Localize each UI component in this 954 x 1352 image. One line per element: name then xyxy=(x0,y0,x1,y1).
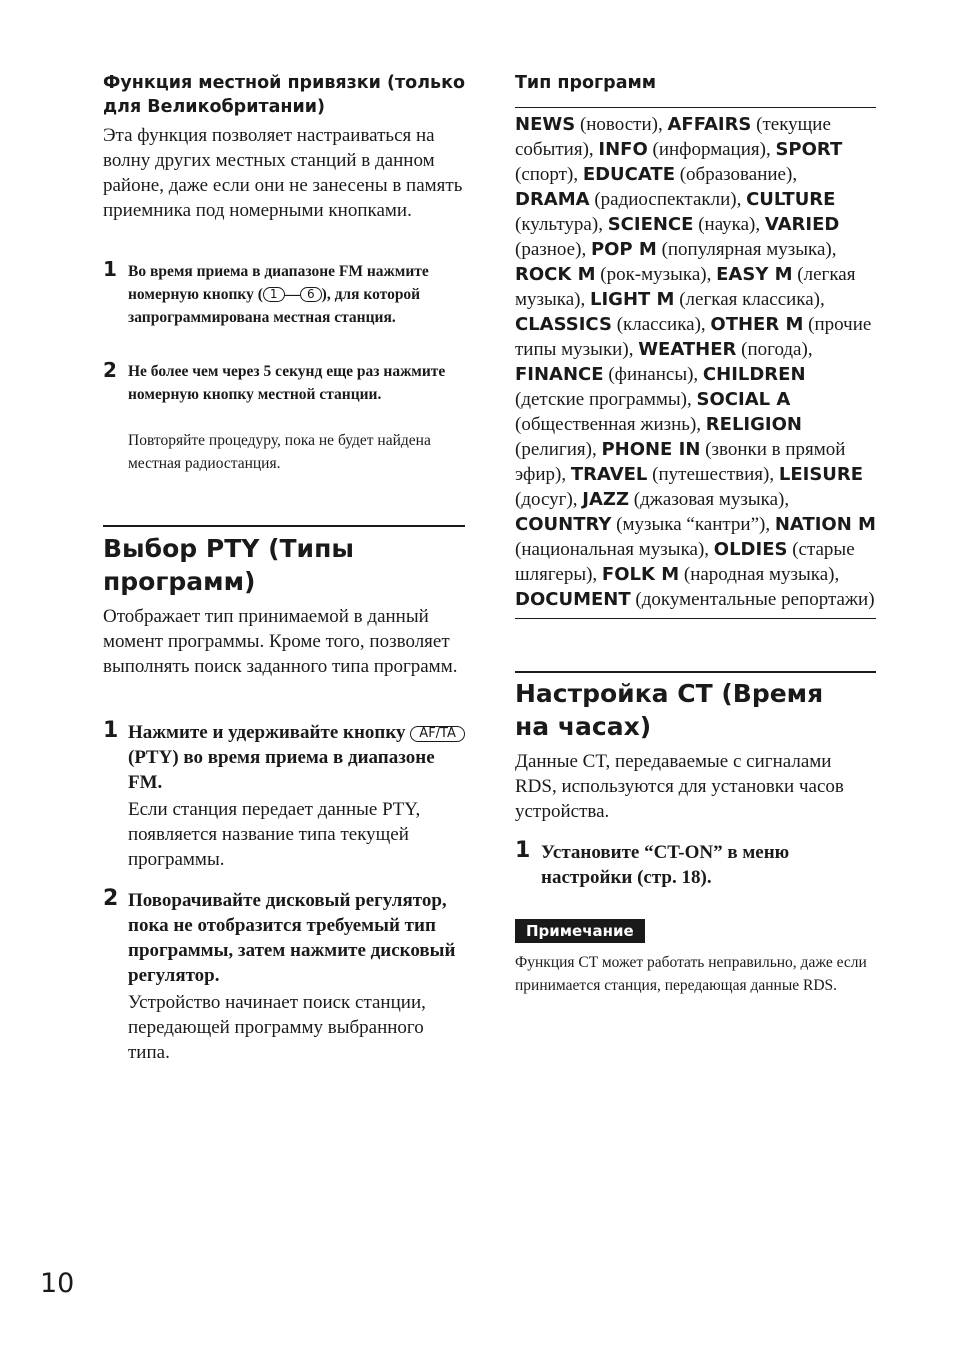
ct-heading: Настройка CT (Время на часах) xyxy=(515,679,824,741)
program-type-item xyxy=(582,489,784,510)
program-type-item xyxy=(515,114,658,135)
program-type-desc: (музыка “кантри”) xyxy=(616,514,766,535)
program-type-item xyxy=(602,564,835,585)
program-type-desc: (классика) xyxy=(616,314,701,335)
program-type-desc: (спорт) xyxy=(515,164,574,185)
pty-step-2-text: Поворачивайте дисковый регулятор, пока не отобразится требуемый тип программы, затем нажмите дисковый регулятор. xyxy=(128,890,456,986)
ct-step-1-text: Установите “CT-ON” в меню настройки (стр. 18). xyxy=(541,842,790,888)
note-label: Примечание xyxy=(515,919,645,943)
local-link-heading: Функция местной привязки (только для Великобритании) xyxy=(103,73,465,117)
local-step-1-text xyxy=(128,260,468,329)
program-type-code: SPORT xyxy=(775,139,843,160)
program-type-desc: (новости) xyxy=(579,114,658,135)
program-type-desc: (погода) xyxy=(741,339,808,360)
program-type-code: CULTURE xyxy=(746,189,836,210)
program-type-code: SCIENCE xyxy=(607,214,694,235)
program-type-desc: (звонки в прямой эфир) xyxy=(515,439,846,485)
program-type-desc: (наука) xyxy=(698,214,756,235)
pty-step-1-number: 1 xyxy=(103,718,119,743)
program-type-desc: (прочие типы музыки) xyxy=(515,314,872,360)
pty-intro: Отображает тип принимаемой в данный момент программы. Кроме того, позволяет выполнять поиск заданного типа программ. xyxy=(103,606,458,677)
local-step-1-text-b: ), для которой запрограммирована местная станция. xyxy=(128,286,421,326)
program-type-code: OLDIES xyxy=(713,539,788,560)
program-type-code: AFFAIRS xyxy=(667,114,752,135)
program-type-desc: (национальная музыка) xyxy=(515,539,705,560)
preset-1-button-icon: 1 xyxy=(263,287,285,302)
ct-intro: Данные CT, передаваемые с сигналами RDS, используются для установки часов устройства. xyxy=(515,751,844,822)
program-type-code: OTHER M xyxy=(710,314,804,335)
program-type-code: INFO xyxy=(598,139,648,160)
program-type-code: FOLK M xyxy=(601,564,680,585)
program-type-desc: (народная музыка) xyxy=(683,564,835,585)
program-type-desc: (информация) xyxy=(652,139,766,160)
program-type-item xyxy=(591,239,832,260)
pty-step-1-note: Если станция передает данные PTY, появляется название типа текущей программы. xyxy=(128,799,421,870)
pty-step-2-note: Устройство начинает поиск станции, передающей программу выбранного типа. xyxy=(128,992,426,1063)
program-type-code: NEWS xyxy=(515,114,576,135)
program-type-code: JAZZ xyxy=(582,489,630,510)
af-ta-button-icon: AF/TA xyxy=(410,726,465,742)
local-step-1-text-a: Во время приема в диапазоне FM нажмите номерную кнопку ( xyxy=(128,263,429,303)
program-type-code: CLASSICS xyxy=(515,314,612,335)
program-type-code: PHONE IN xyxy=(601,439,701,460)
ct-step-1-number: 1 xyxy=(515,838,531,863)
program-type-code: VARIED xyxy=(764,214,840,235)
program-type-desc: (культура) xyxy=(515,214,599,235)
pty-step-1-text xyxy=(128,720,468,795)
program-type-code: LIGHT M xyxy=(590,289,675,310)
program-type-desc: (джазовая музыка) xyxy=(633,489,785,510)
ct-divider xyxy=(515,671,876,673)
program-type-item xyxy=(571,464,770,485)
program-type-item xyxy=(515,314,701,335)
pty-step-1-text-a: Нажмите и удерживайте кнопку xyxy=(128,722,406,743)
program-type-code: SOCIAL A xyxy=(696,389,791,410)
program-type-item xyxy=(515,589,875,610)
program-type-item xyxy=(638,339,808,360)
program-type-code: COUNTRY xyxy=(515,514,612,535)
program-type-code: EDUCATE xyxy=(582,164,675,185)
program-types-bottom-rule xyxy=(515,618,876,619)
preset-6-button-icon: 6 xyxy=(300,287,322,302)
program-type-desc: (документальные репортажи) xyxy=(635,589,875,610)
local-step-1-number: 1 xyxy=(103,257,117,281)
program-type-item xyxy=(583,164,793,185)
program-type-code: FINANCE xyxy=(515,364,604,385)
program-type-code: ROCK M xyxy=(515,264,596,285)
program-types-list: NEWS (новости), AFFAIRS (текущие события), INFO (информация), SPORT (спорт), EDUCATE (образование), DRAMA (радиоспектакли), CULTURE (культура), SCIENCE (наука), VARIED (разное), POP M (популярная музыка), ROCK M (рок-музыка), EASY M (легкая музыка), LIGHT M (легкая классика), CLASSICS (классика), OTHER M (прочие типы музыки), WEATHER (погода), FINANCE (финансы), CHILDREN (детские программы), SOCIAL A (общественная жизнь), RELIGION (религия), PHONE IN (звонки в прямой эфир), TRAVEL (путешествия), LEISURE (досуг), JAZZ (джазовая музыка), COUNTRY (музыка “кантри”), NATION M (национальная музыка), OLDIES (старые шлягеры), FOLK M (народная музыка), DOCUMENT (документальные репортажи) xyxy=(515,114,876,610)
program-type-code: POP M xyxy=(590,239,657,260)
program-type-desc: (легкая музыка) xyxy=(515,264,856,310)
program-type-code: DOCUMENT xyxy=(515,589,631,610)
program-type-desc: (финансы) xyxy=(608,364,694,385)
page-number: 10 xyxy=(40,1268,75,1299)
program-type-code: WEATHER xyxy=(638,339,737,360)
program-type-code: RELIGION xyxy=(705,414,802,435)
local-step-2-number: 2 xyxy=(103,358,117,382)
program-type-desc: (легкая классика) xyxy=(679,289,821,310)
program-type-item xyxy=(608,214,756,235)
program-type-desc: (рок-музыка) xyxy=(600,264,707,285)
program-type-item xyxy=(515,189,737,210)
local-link-intro: Эта функция позволяет настраиваться на волну других местных станций в данном районе, даже если они не занесены в память приемника под номерными кнопками. xyxy=(103,125,463,221)
program-type-desc: (религия) xyxy=(515,439,592,460)
program-types-heading: Тип программ xyxy=(515,73,657,93)
program-type-desc: (детские программы) xyxy=(515,389,688,410)
section-divider xyxy=(103,525,465,527)
pty-step-2-number: 2 xyxy=(103,886,119,911)
program-type-desc: (общественная жизнь) xyxy=(515,414,697,435)
program-type-desc: (старые шлягеры) xyxy=(515,539,855,585)
program-type-desc: (популярная музыка) xyxy=(661,239,832,260)
program-type-desc: (разное) xyxy=(515,239,582,260)
program-type-desc: (радиоспектакли) xyxy=(594,189,737,210)
program-type-code: TRAVEL xyxy=(570,464,648,485)
program-type-item xyxy=(590,289,820,310)
program-type-code: NATION M xyxy=(774,514,876,535)
pty-step-1-text-b: (PTY) во время приема в диапазоне FM. xyxy=(128,747,435,793)
program-type-desc: (путешествия) xyxy=(652,464,770,485)
program-type-code: CHILDREN xyxy=(702,364,806,385)
local-step-2-note: Повторяйте процедуру, пока не будет найдена местная радиостанция. xyxy=(128,432,431,472)
program-type-item xyxy=(515,364,693,385)
local-step-2-text: Не более чем через 5 секунд еще раз нажмите номерную кнопку местной станции. xyxy=(128,363,446,403)
program-type-code: EASY M xyxy=(716,264,793,285)
program-type-code: DRAMA xyxy=(515,189,590,210)
pty-heading: Выбор PTY (Типы программ) xyxy=(103,534,354,596)
program-types-top-rule xyxy=(515,107,876,108)
program-type-item xyxy=(515,264,707,285)
program-type-code: LEISURE xyxy=(778,464,864,485)
program-type-desc: (образование) xyxy=(679,164,793,185)
program-type-item xyxy=(515,514,765,535)
program-type-item xyxy=(598,139,766,160)
local-step-1-dash: — xyxy=(284,286,301,303)
program-type-desc: (досуг) xyxy=(515,489,573,510)
program-type-desc: (текущие события) xyxy=(515,114,831,160)
note-text: Функция CT может работать неправильно, даже если принимается станция, передающая данные RDS. xyxy=(515,954,867,994)
